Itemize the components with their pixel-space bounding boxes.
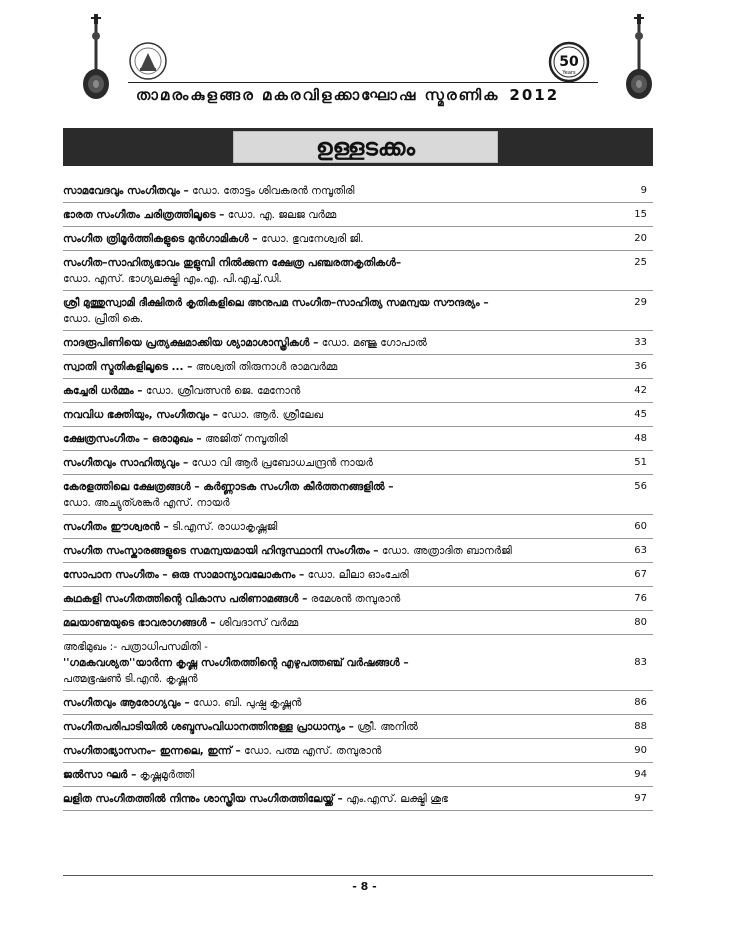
toc-entry xyxy=(63,255,653,287)
toc-entry xyxy=(63,383,653,399)
toc-entry-title: സംഗീത ത്രിമൂർത്തികളുടെ മുൻഗാമികൾ – xyxy=(63,233,258,245)
toc-entry xyxy=(63,183,653,199)
jubilee-number: 50 xyxy=(559,54,579,70)
toc-entry-author: എം.എസ്. ലക്ഷ്മി ശുഭ xyxy=(346,793,448,805)
toc-entry-title: സംഗീത–സാഹിത്യഭാവം തുളുമ്പി നിൽക്കുന്ന ക്ഷേത്ര പഞ്ചരത്നകൃതികൾ– xyxy=(63,257,402,269)
toc-entry-line xyxy=(63,431,603,447)
toc-entry-title: കച്ചേരി ധർമ്മം – xyxy=(63,385,143,397)
toc-entry-title: സംഗീതപരിപാടിയിൽ ശബ്ദസംവിധാനത്തിനുള്ള പ്രാധാന്യം – xyxy=(63,721,354,733)
toc-entry-page: 63 xyxy=(634,545,647,556)
toc-entry-author: ശ്രീ. അനിൽ xyxy=(357,721,418,733)
toc-entry-page: 56 xyxy=(634,481,647,492)
veena-ornament-right xyxy=(624,14,654,102)
toc-entry-author: ഡോ. ശ്രീവത്സൻ ജെ. മേനോൻ xyxy=(145,385,301,397)
header-divider xyxy=(128,82,598,83)
toc-entry xyxy=(63,791,653,807)
souvenir-title xyxy=(136,86,596,104)
toc-entry-page: 86 xyxy=(634,697,647,708)
toc-entry-line xyxy=(63,383,603,399)
toc-entry-author: ഡോ. പ്രീതി കെ. xyxy=(63,313,144,325)
toc-entry-line xyxy=(63,255,603,271)
page-header xyxy=(116,37,616,112)
toc-entry xyxy=(63,335,653,351)
toc-entry-page: 48 xyxy=(634,433,647,444)
toc-entry-title: ശ്രീ മുത്തുസ്വാമി ദീക്ഷിതർ കൃതികളിലെ അനുപമ സംഗീത–സാഹിത്യ സമന്വയ സൗന്ദര്യം – xyxy=(63,297,489,309)
toc-entry-line xyxy=(63,455,603,471)
toc-entry-author: ഡോ വി ആർ പ്രബോധചന്ദ്രൻ നായർ xyxy=(191,457,373,469)
toc-entry-title: നവവിധ ഭക്തിയും, സംഗീതവും – xyxy=(63,409,219,421)
golden-jubilee-badge-icon xyxy=(548,41,590,83)
toc-entry xyxy=(63,207,653,223)
toc-entry-line xyxy=(63,183,603,199)
toc-entry-page: 42 xyxy=(634,385,647,396)
toc-entry-title: സംഗീതവും ആരോഗ്യവും – xyxy=(63,697,190,709)
footer-divider xyxy=(63,875,653,876)
toc-entry xyxy=(63,431,653,447)
toc-entry-line xyxy=(63,591,603,607)
toc-entry-title: ''ഗമകവശ്യത''യാർന്ന കൃഷ്ണ സംഗീതത്തിന്റെ എഴുപത്തഞ്ച് വർഷങ്ങൾ – xyxy=(63,657,409,669)
toc-entry-title: സാമവേദവും സംഗീതവും – xyxy=(63,185,189,197)
toc-entry xyxy=(63,295,653,327)
toc-entry-author: പത്മഭൂഷൺ ടി.എൻ. കൃഷ്ണൻ xyxy=(63,673,198,685)
toc-entry-line xyxy=(63,767,603,783)
toc-entry-title: സംഗീത സംസ്കാരങ്ങളുടെ സമന്വയമായി ഹിന്ദുസ്ഥാനി സംഗീതം – xyxy=(63,545,379,557)
toc-entry-page: 15 xyxy=(634,209,647,220)
toc-entry-author: ഡോ. മഞ്ജു ഗോപാൽ xyxy=(321,337,427,349)
toc-entry-title: കഥകളി സംഗീതത്തിന്റെ വികാസ പരിണാമങ്ങൾ – xyxy=(63,593,308,605)
toc-entry-line xyxy=(63,615,603,631)
souvenir-year: 2012 xyxy=(509,86,560,104)
toc-entry-page: 83 xyxy=(634,657,647,668)
toc-entry-line xyxy=(63,231,603,247)
toc-entry xyxy=(63,695,653,711)
toc-entry xyxy=(63,455,653,471)
toc-entry-page: 20 xyxy=(634,233,647,244)
toc-entry-line xyxy=(63,543,603,559)
toc-entry-title: മലയാണ്മയുടെ ഭാവരാഗങ്ങൾ – xyxy=(63,617,216,629)
toc-entry xyxy=(63,231,653,247)
toc-entry xyxy=(63,639,653,687)
temple-emblem-icon xyxy=(128,41,168,81)
toc-entry-page: 25 xyxy=(634,257,647,268)
toc-entry-title: സംഗീതവും സാഹിത്യവും – xyxy=(63,457,189,469)
toc-entry-title: സ്വാതി സ്മൃതികളിലൂടെ ... – xyxy=(63,361,193,373)
toc-entry xyxy=(63,567,653,583)
page-number: - 8 - xyxy=(352,880,377,893)
toc-entry-page: 36 xyxy=(634,361,647,372)
toc-entry-line xyxy=(63,359,603,375)
toc-entry-author: കൃഷ്ണമൂർത്തി xyxy=(139,769,195,781)
toc-entry xyxy=(63,479,653,511)
toc-entry-page: 9 xyxy=(640,185,647,196)
toc-entry-page: 94 xyxy=(634,769,647,780)
toc-entry-line xyxy=(63,519,603,535)
toc-entry-line xyxy=(63,655,603,671)
toc-entry-author: ഡോ. ലീലാ ഓംചേരി xyxy=(307,569,409,581)
toc-entry-title: കേരളത്തിലെ ക്ഷേത്രങ്ങൾ – കർണ്ണാടക സംഗീത കീർത്തനങ്ങളിൽ – xyxy=(63,481,394,493)
veena-ornament-left xyxy=(81,14,111,102)
toc-entry-title: നാദരൂപിണിയെ പ്രത്യക്ഷമാക്കിയ ശ്യാമാശാസ്ത്രികൾ – xyxy=(63,337,319,349)
toc-entry-page: 67 xyxy=(634,569,647,580)
toc-entry-author: ഡോ. അച്യുത്ശങ്കർ എസ്. നായർ xyxy=(63,497,230,509)
toc-entry xyxy=(63,743,653,759)
toc-entry-title: സോപാന സംഗീതം – ഒരു സാമാന്യാവലോകനം – xyxy=(63,569,305,581)
toc-entry-page: 90 xyxy=(634,745,647,756)
table-of-contents xyxy=(63,183,653,815)
toc-entry-title: ഭാരത സംഗീതം ചരിത്രത്തിലൂടെ – xyxy=(63,209,225,221)
toc-entry-line xyxy=(63,567,603,583)
toc-entry-author: ഡോ. ബി. പുഷ്പ കൃഷ്ണൻ xyxy=(192,697,302,709)
toc-entry-page: 80 xyxy=(634,617,647,628)
toc-entry-author: രമേശൻ തമ്പുരാൻ xyxy=(310,593,401,605)
toc-entry-line xyxy=(63,479,603,495)
toc-entry-title: സംഗീതാഭ്യാസനം– ഇന്നലെ, ഇന്ന് – xyxy=(63,745,241,757)
toc-entry-title: ലളിത സംഗീതത്തിൽ നിന്നും ശാസ്ത്രീയ സംഗീതത്തിലേയ്ക്ക് – xyxy=(63,793,343,805)
toc-entry-line xyxy=(63,791,603,807)
toc-entry-title: ക്ഷേത്രസംഗീതം – ഒരാമുഖം – xyxy=(63,433,202,445)
toc-entry xyxy=(63,543,653,559)
souvenir-title-text: താമരംകുളങ്ങര മകരവിളക്കാഘോഷ സ്മരണിക xyxy=(136,86,500,104)
toc-entry-author: ഡോ. ആർ. ശ്രീലേഖ xyxy=(221,409,324,421)
toc-entry-page: 33 xyxy=(634,337,647,348)
toc-entry xyxy=(63,767,653,783)
toc-entry-page: 45 xyxy=(634,409,647,420)
toc-entry-line xyxy=(63,207,603,223)
toc-entry-line xyxy=(63,695,603,711)
toc-entry-page: 29 xyxy=(634,297,647,308)
jubilee-word: Years xyxy=(562,70,576,76)
toc-entry xyxy=(63,719,653,735)
toc-entry xyxy=(63,407,653,423)
toc-entry xyxy=(63,615,653,631)
toc-entry xyxy=(63,519,653,535)
toc-entry-page: 51 xyxy=(634,457,647,468)
toc-entry-author: അശ്വതി തിരുനാൾ രാമവർമ്മ xyxy=(195,361,338,373)
toc-entry-line xyxy=(63,335,603,351)
toc-entry-title: സംഗീതം ഈശ്വരൻ – xyxy=(63,521,169,533)
toc-entry-author: ഡോ. എ. ജലജ വർമ്മ xyxy=(227,209,337,221)
contents-banner xyxy=(63,128,653,166)
toc-entry-author: ഡോ. തോട്ടം ശിവകരൻ നമ്പൂതിരി xyxy=(192,185,355,197)
toc-entry-author: ഡോ. അത്രാദിത ബാനർജി xyxy=(381,545,512,557)
toc-entry xyxy=(63,359,653,375)
toc-entry-line xyxy=(63,719,603,735)
contents-heading: ഉള്ളടക്കം xyxy=(233,131,498,163)
toc-entry xyxy=(63,591,653,607)
toc-entry-preface: അഭിമുഖം :- പത്രാധിപസമിതി - xyxy=(63,641,208,653)
toc-entry-page: 60 xyxy=(634,521,647,532)
toc-entry-page: 88 xyxy=(634,721,647,732)
toc-entry-author: ശിവദാസ് വർമ്മ xyxy=(218,617,299,629)
toc-entry-author: ടി.എസ്. രാധാകൃഷ്ണജി xyxy=(172,521,278,533)
toc-entry-title: ജൽസാ ഘർ – xyxy=(63,769,137,781)
toc-entry-author: ഡോ. എസ്. ഭാഗ്യലക്ഷ്മി എം.എ. പി.എച്ച്.ഡി. xyxy=(63,273,282,285)
toc-entry-line xyxy=(63,743,603,759)
toc-entry-page: 76 xyxy=(634,593,647,604)
toc-entry-author: ഡോ. പത്മ എസ്. തമ്പുരാൻ xyxy=(244,745,382,757)
toc-entry-page: 97 xyxy=(634,793,647,804)
toc-entry-line xyxy=(63,295,603,311)
toc-entry-author: ഡോ. ഭുവനേശ്വരി ജി. xyxy=(260,233,364,245)
toc-entry-line xyxy=(63,407,603,423)
toc-entry-author: അജിത് നമ്പൂതിരി xyxy=(205,433,288,445)
